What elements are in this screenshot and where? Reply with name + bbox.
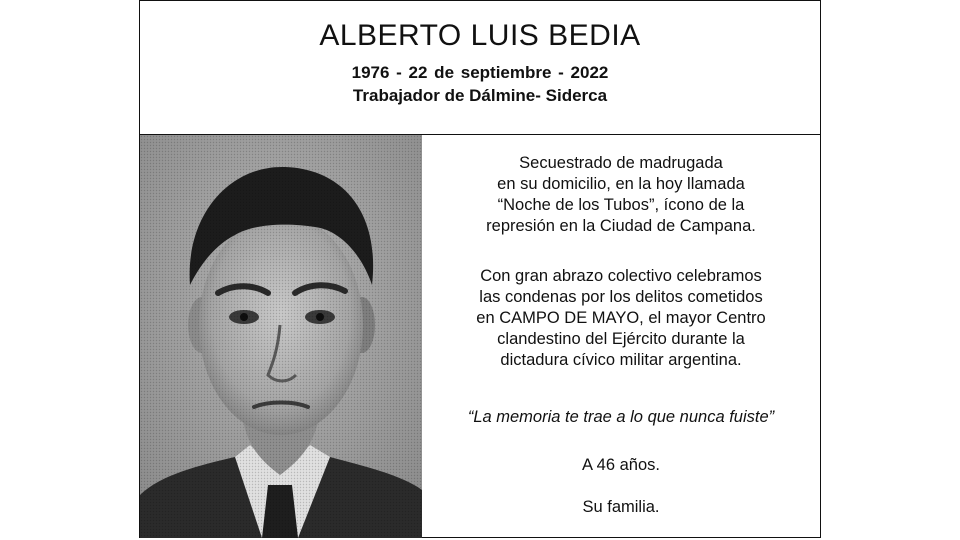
age-line: A 46 años. bbox=[582, 456, 660, 474]
obituary-header bbox=[140, 1, 820, 135]
family-signature: Su familia. bbox=[582, 498, 660, 516]
obituary-card bbox=[139, 0, 821, 538]
person-name: ALBERTO LUIS BEDIA bbox=[319, 19, 641, 52]
condemnation-paragraph: Con gran abrazo colectivo celebramos las condenas por los delitos cometidos en CAMPO DE MAYO, el mayor Centro clandestino del Ejército durante la dictadura cívico militar argentina. bbox=[476, 267, 766, 369]
memory-quote: “La memoria te trae a lo que nunca fuiste” bbox=[467, 408, 775, 426]
occupation-line: Trabajador de Dálmine- Siderca bbox=[352, 86, 608, 105]
portrait-photo bbox=[140, 135, 422, 538]
dates-line: 1976 - 22 de septiembre - 2022 bbox=[351, 63, 609, 82]
obituary-text bbox=[422, 135, 820, 538]
kidnapping-paragraph: Secuestrado de madrugada en su domicilio, en la hoy llamada “Noche de los Tubos”, ícono de la represión en la Ciudad de Campana. bbox=[486, 154, 756, 235]
